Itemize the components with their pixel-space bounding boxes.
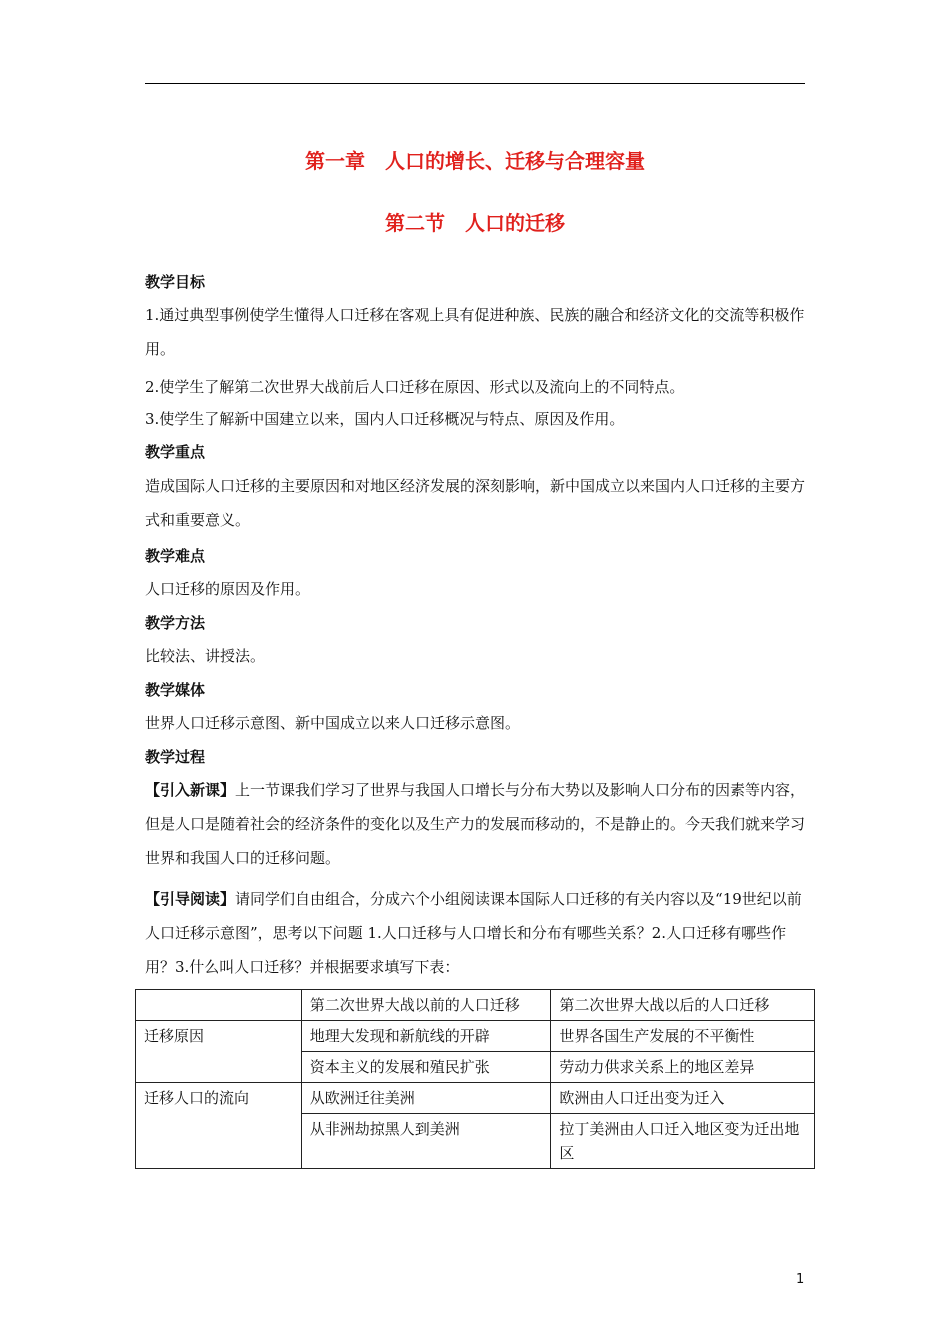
- reason-label-cell: 迁移原因: [136, 1021, 302, 1083]
- chapter-title: 第一章 人口的增长、迁移与合理容量: [305, 149, 645, 173]
- method-heading: 教学方法: [145, 614, 206, 632]
- table-cell: 劳动力供求关系上的地区差异: [551, 1052, 815, 1083]
- intro-text: 上一节课我们学习了世界与我国人口增长与分布大势以及影响人口分布的因素等内容，但是人口是随着社会的经济条件的变化以及生产力的发展而移动的，不是静止的。今天我们就来学习世界和我国人口的迁移问题。: [145, 781, 806, 867]
- table-row: [136, 1021, 815, 1052]
- table-header-cell: 第二次世界大战以后的人口迁移: [551, 990, 815, 1021]
- key-text: 造成国际人口迁移的主要原因和对地区经济发展的深刻影响，新中国成立以来国内人口迁移的主要方式和重要意义。: [145, 477, 806, 529]
- goals-heading: 教学目标: [145, 273, 206, 291]
- goal-3: 3.使学生了解新中国建立以来，国内人口迁移概况与特点、原因及作用。: [145, 410, 625, 428]
- goal-1: 1.通过典型事例使学生懂得人口迁移在客观上具有促进种族、民族的融合和经济文化的交流等积极作用。: [145, 306, 805, 358]
- goal-2: 2.使学生了解第二次世界大战前后人口迁移在原因、形式以及流向上的不同特点。: [145, 378, 685, 396]
- guide-paragraph: [145, 882, 813, 984]
- table-header-cell: 第二次世界大战以前的人口迁移: [301, 990, 551, 1021]
- table-cell: 资本主义的发展和殖民扩张: [301, 1052, 551, 1083]
- section-title: 第二节 人口的迁移: [385, 211, 565, 235]
- media-text: 世界人口迁移示意图、新中国成立以来人口迁移示意图。: [145, 714, 521, 732]
- method-text: 比较法、讲授法。: [145, 647, 266, 665]
- table-cell: 欧洲由人口迁出变为迁入: [551, 1083, 815, 1114]
- table-cell: 地理大发现和新航线的开辟: [301, 1021, 551, 1052]
- intro-label: 【引入新课】: [145, 781, 236, 799]
- media-heading: 教学媒体: [145, 681, 206, 699]
- header-rule: [145, 83, 805, 84]
- flow-label-cell: 迁移人口的流向: [136, 1083, 302, 1169]
- table-header-cell: [136, 990, 302, 1021]
- table-row: [136, 1083, 815, 1114]
- guide-text: 请同学们自由组合，分成六个小组阅读课本国际人口迁移的有关内容以及“19世纪以前人口迁移示意图”，思考以下问题 1.人口迁移与人口增长和分布有哪些关系？2.人口迁移有哪些作用？3.什么叫人口迁移？并根据要求填写下表：: [145, 890, 802, 976]
- guide-label: 【引导阅读】: [145, 890, 236, 908]
- process-heading: 教学过程: [145, 748, 206, 766]
- migration-table: [135, 989, 815, 1169]
- table-cell: 拉丁美洲由人口迁入地区变为迁出地区: [551, 1114, 815, 1169]
- page-number: 1: [796, 1272, 805, 1287]
- difficult-heading: 教学难点: [145, 547, 206, 565]
- key-heading: 教学重点: [145, 443, 206, 461]
- table-cell: 世界各国生产发展的不平衡性: [551, 1021, 815, 1052]
- table-cell: 从欧洲迁往美洲: [301, 1083, 551, 1114]
- difficult-text: 人口迁移的原因及作用。: [145, 580, 311, 598]
- table-cell: 从非洲劫掠黑人到美洲: [301, 1114, 551, 1169]
- table-header-row: [136, 990, 815, 1021]
- intro-paragraph: [145, 773, 813, 875]
